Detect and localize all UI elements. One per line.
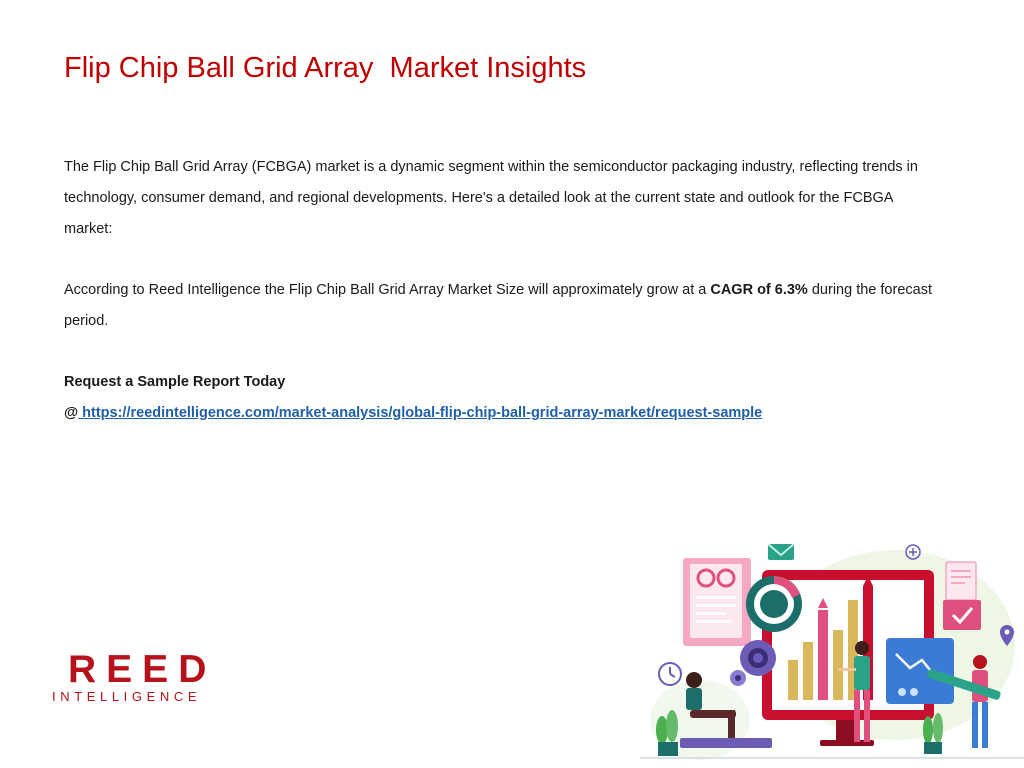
growth-text-after: during the forecast period. <box>64 282 932 329</box>
donut-chart-icon <box>746 576 802 632</box>
cta-link-line <box>64 398 944 429</box>
envelope-icon <box>768 544 794 560</box>
reed-intelligence-logo <box>52 648 222 708</box>
cta-block <box>64 367 944 429</box>
report-sheet-icon <box>683 558 751 646</box>
page-title: Flip Chip Ball Grid Array Market Insights <box>64 52 587 84</box>
cta-heading: Request a Sample Report Today <box>64 374 286 390</box>
logo-main-text: REED <box>68 648 217 691</box>
checklist-icon <box>943 600 981 630</box>
analytics-illustration <box>640 530 1024 768</box>
cagr-highlight: CAGR of 6.3% <box>710 282 808 298</box>
request-sample-link[interactable]: https://reedintelligence.com/market-analysis/global-flip-chip-ball-grid-array-market/request-sample <box>78 405 763 421</box>
document-icon <box>946 562 976 600</box>
cta-at: @ <box>64 405 79 421</box>
clock-icon <box>659 663 681 685</box>
logo-sub-text: INTELLIGENCE <box>52 689 202 704</box>
growth-text-before: According to Reed Intelligence the Flip Chip Ball Grid Array Market Size will approximately grow at a <box>64 282 711 298</box>
growth-paragraph <box>64 275 944 337</box>
intro-paragraph: The Flip Chip Ball Grid Array (FCBGA) market is a dynamic segment within the semiconductor packaging industry, reflecting trends in technology, consumer demand, and regional developments. Here's a detailed look at the current state and outlook for the FCBGA market: <box>64 159 918 237</box>
analytics-card-icon <box>886 638 954 704</box>
